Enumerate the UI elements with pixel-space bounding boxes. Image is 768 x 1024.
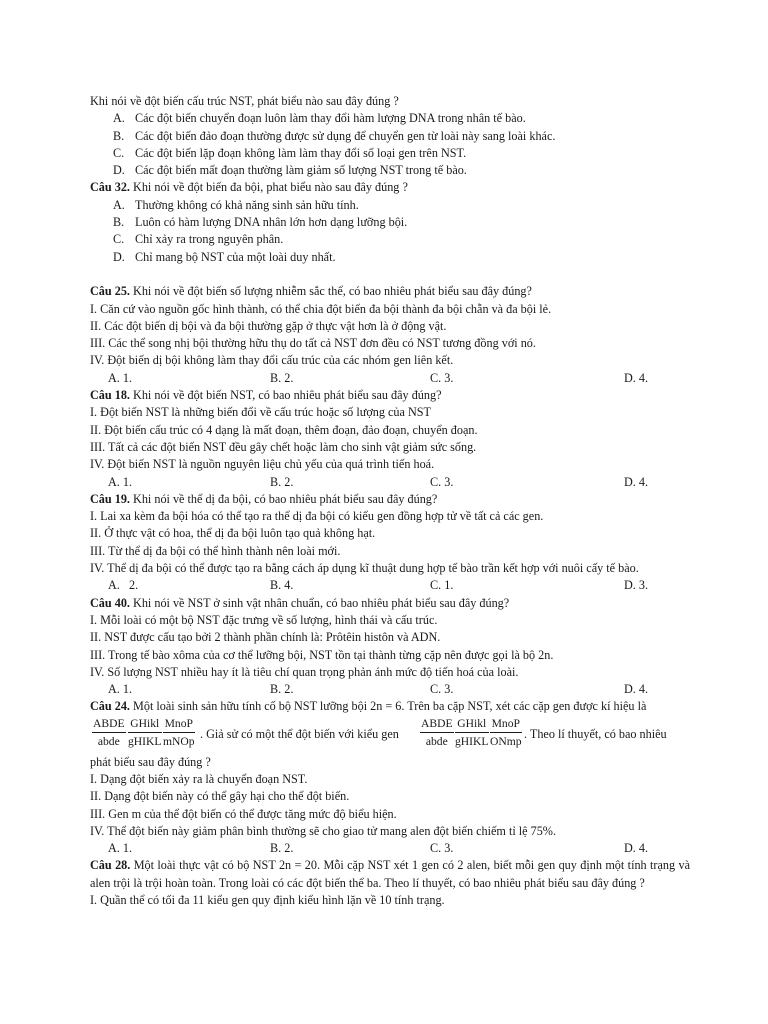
spacer <box>90 266 690 283</box>
statement: II. Dạng đột biến này có thể gây hại cho thể đột biến. <box>90 789 350 804</box>
statement: II. Các đột biến dị bội và đa bội thường gặp ở thực vật hơn là ở động vật. <box>90 318 447 333</box>
option-c: C. Chỉ xảy ra trong nguyên phân. <box>113 232 284 247</box>
question-stem: Khi nói về đột biến cấu trúc NST, phát biểu nào sau đây đúng ? <box>90 94 399 108</box>
answer-c: C. 1. <box>430 578 454 593</box>
genotype-line <box>90 716 690 754</box>
question-32-stem: Câu 32. Khi nói về đột biến đa bội, phat biểu nào sau đây đúng ? <box>90 180 408 195</box>
answer-choices <box>90 681 690 698</box>
option-b: B. Luôn có hàm lượng DNA nhân lớn hơn dạng lưỡng bội. <box>113 215 408 230</box>
answer-b: B. 2. <box>270 682 294 697</box>
question-24-stem: Câu 24. Một loài sinh sản hữu tính cố bộ NST lưỡng bội 2n = 6. Trên ba cặp NST, xét các cặp gen được kí hiệu là <box>90 699 647 714</box>
statement: IV. Số lượng NST nhiều hay ít là tiêu chí quan trọng phản ánh mức độ tiến hoá của loài. <box>90 664 519 679</box>
answer-a: A. 2. <box>108 578 139 593</box>
answer-choices <box>90 370 690 387</box>
gene-fraction: ABDE abde <box>93 716 125 748</box>
answer-d: D. 3. <box>624 578 649 593</box>
answer-d: D. 4. <box>624 682 649 697</box>
gene-fraction: ABDE abde <box>421 716 453 748</box>
answer-d: D. 4. <box>624 474 649 489</box>
statement: I. Mỗi loài có một bộ NST đặc trưng về số lượng, hình thái và cấu trúc. <box>90 612 438 627</box>
answer-a: A. 1. <box>108 474 133 489</box>
question-40-stem: Câu 40. Khi nói về NST ở sinh vật nhân chuẩn, có bao nhiêu phát biểu sau đây đúng? <box>90 595 510 610</box>
gene-fraction: MnoP mNOp <box>163 716 195 748</box>
answer-choices <box>90 577 690 594</box>
statement: III. Gen m của thể đột biến có thể được tăng mức độ biểu hiện. <box>90 806 397 821</box>
option-d: D. Các đột biến mất đoạn thường làm giảm số lượng NST trong tế bào. <box>113 163 467 178</box>
answer-b: B. 2. <box>270 841 294 856</box>
statement: IV. Thể dị đa bội có thể được tạo ra bằng cách áp dụng kĩ thuật dung hợp tế bào trần kết hợp với nuôi cấy tế bào. <box>90 561 639 576</box>
statement: III. Từ thể dị đa bội có thể hình thành nên loài mới. <box>90 543 341 558</box>
question-sheet <box>90 93 690 909</box>
option-a: A. Các đột biến chuyển đoạn luôn làm thay đổi hàm lượng DNA trong nhân tế bào. <box>113 111 526 126</box>
genotype-text: . Giả sử có một thể đột biến với kiểu gen <box>200 726 399 741</box>
statement: II. Ở thực vật có hoa, thể dị đa bội luôn tạo quả không hạt. <box>90 526 376 541</box>
answer-a: A. 1. <box>108 370 133 385</box>
statement: III. Tất cả các đột biến NST đều gây chết hoặc làm cho sinh vật giảm sức sống. <box>90 439 477 454</box>
answer-c: C. 3. <box>430 841 454 856</box>
gene-fraction: GHikl gHIKL <box>455 716 489 748</box>
statement: IV. Đột biến dị bội không làm thay đổi cấu trúc của các nhóm gen liên kết. <box>90 353 454 368</box>
question-28-stem: Câu 28. Một loài thực vật có bộ NST 2n = 20. Mỗi cặp NST xét 1 gen có 2 alen, biết mỗi gen quy định một tính trạng và alen trội là trội hoàn toàn. Trong loài có các đột biến thể ba. Theo lí thuyết, có bao nhiêu phát biểu sau đây đúng ? <box>90 858 690 890</box>
statement: I. Đột biến NST là những biến đổi về cấu trúc hoặc số lượng của NST <box>90 405 431 420</box>
answer-b: B. 4. <box>270 578 294 593</box>
statement: III. Trong tế bào xôma của cơ thể lưỡng bội, NST tồn tại thành từng cặp nên được gọi là bộ 2n. <box>90 647 554 662</box>
statement: III. Các thể song nhị bội thường hữu thụ do tất cả NST đơn đều có NST tương đồng với nó. <box>90 336 536 351</box>
answer-choices <box>90 474 690 491</box>
answer-c: C. 3. <box>430 370 454 385</box>
answer-a: A. 1. <box>108 682 133 697</box>
statement: II. NST được cấu tạo bởi 2 thành phần chính là: Prôtêin histôn và ADN. <box>90 630 441 645</box>
statement: I. Dạng đột biến xảy ra là chuyển đoạn NST. <box>90 771 308 786</box>
genotype-text: . Theo lí thuyết, có bao nhiêu <box>524 726 667 741</box>
statement: I. Căn cứ vào nguồn gốc hình thành, có thể chia đột biến đa bội thành đa bội chẵn và đa bội lẻ. <box>90 301 552 316</box>
option-c: C. Các đột biến lặp đoạn không làm làm thay đổi số loại gen trên NST. <box>113 145 467 160</box>
statement: II. Đột biến cấu trúc có 4 dạng là mất đoạn, thêm đoạn, đảo đoạn, chuyển đoạn. <box>90 422 478 437</box>
statement: I. Quần thể có tối đa 11 kiểu gen quy định kiểu hình lặn về 10 tính trạng. <box>90 893 445 908</box>
statement: I. Lai xa kèm đa bội hóa có thể tạo ra thể dị đa bội có kiểu gen đồng hợp tử về tất cả các gen. <box>90 509 544 524</box>
answer-c: C. 3. <box>430 474 454 489</box>
answer-a: A. 1. <box>108 841 133 856</box>
answer-choices <box>90 840 690 857</box>
answer-d: D. 4. <box>624 370 649 385</box>
answer-b: B. 2. <box>270 474 294 489</box>
statement: IV. Đột biến NST là nguồn nguyên liệu chủ yếu của quá trình tiến hoá. <box>90 457 435 472</box>
answer-b: B. 2. <box>270 370 294 385</box>
question-25-stem: Câu 25. Khi nói về đột biến số lượng nhiễm sắc thể, có bao nhiêu phát biểu sau đây đúng? <box>90 284 532 299</box>
option-d: D. Chỉ mang bộ NST của một loài duy nhất. <box>113 249 336 264</box>
gene-fraction: GHikl gHIKL <box>128 716 162 748</box>
answer-c: C. 3. <box>430 682 454 697</box>
question-19-stem: Câu 19. Khi nói về thể dị đa bội, có bao nhiêu phát biểu sau đây đúng? <box>90 491 438 506</box>
question-18-stem: Câu 18. Khi nói về đột biến NST, có bao nhiêu phát biểu sau đây đúng? <box>90 388 442 403</box>
option-b: B. Các đột biến đảo đoạn thường được sử dụng để chuyển gen từ loài này sang loài khác. <box>113 128 556 143</box>
option-a: A. Thường không có khả năng sinh sản hữu tính. <box>113 197 359 212</box>
answer-d: D. 4. <box>624 841 649 856</box>
gene-fraction: MnoP ONmp <box>490 716 522 748</box>
question-24-stem-end: phát biểu sau đây đúng ? <box>90 754 211 769</box>
statement: IV. Thể đột biến này giảm phân bình thường sẽ cho giao tử mang alen đột biến chiếm tỉ lệ 75%. <box>90 823 556 838</box>
